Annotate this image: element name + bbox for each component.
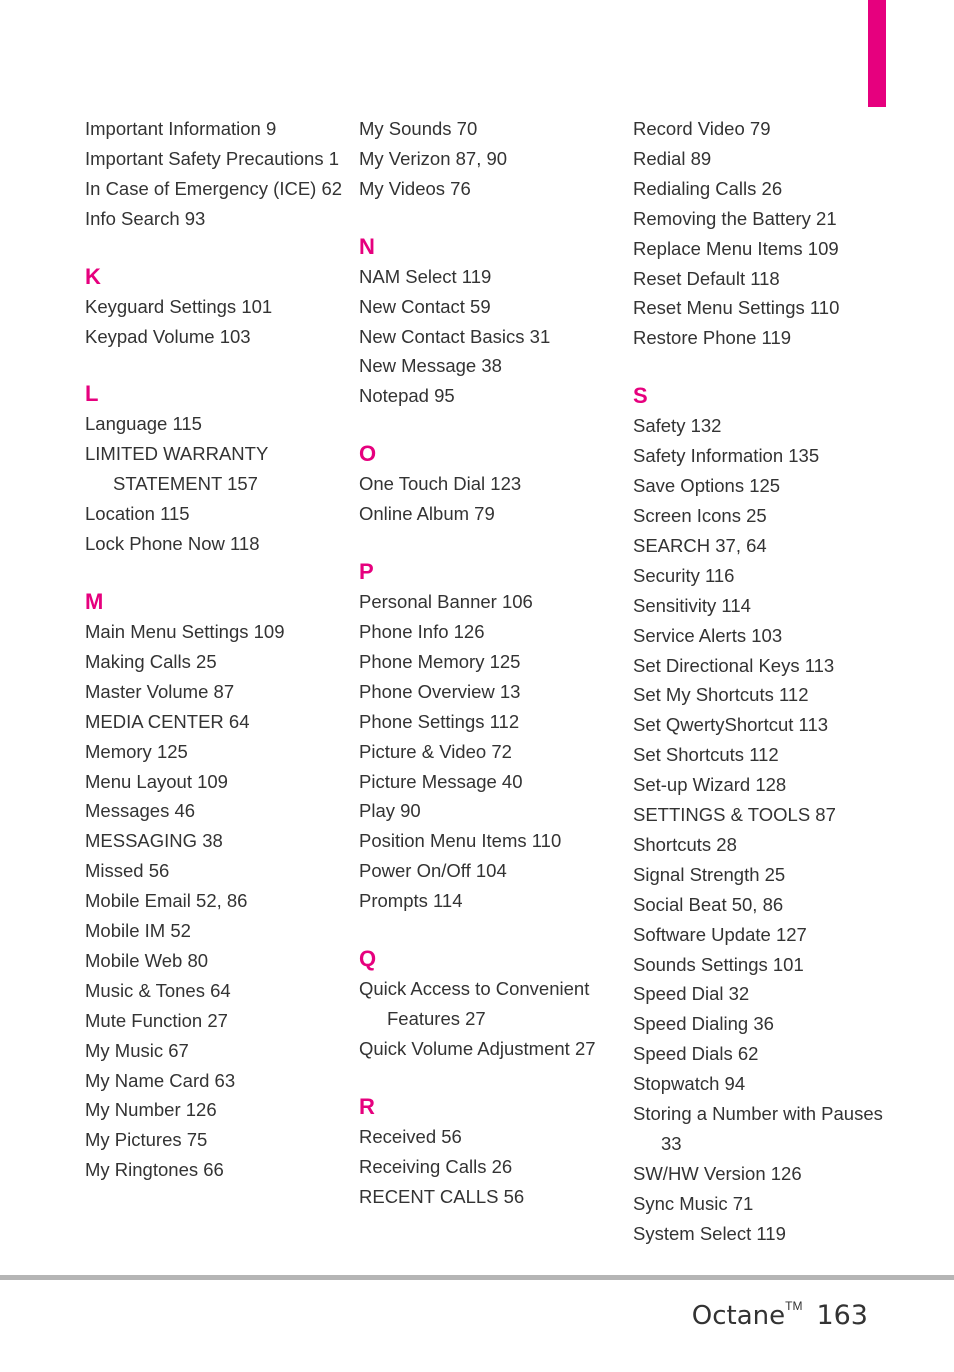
index-entry: SW/HW Version 126: [633, 1162, 802, 1184]
index-entry-list: [359, 262, 621, 412]
index-entry: Notepad 95: [359, 385, 455, 407]
index-entry: Play 90: [359, 800, 421, 822]
index-entry: Keyguard Settings 101: [85, 295, 273, 317]
index-entry: Stopwatch 94: [633, 1073, 746, 1095]
index-entry: Mobile IM 52: [85, 920, 191, 942]
index-entry: Signal Strength 25: [633, 863, 786, 885]
section-letter: P: [359, 559, 374, 585]
brand-name: Octane: [691, 1301, 786, 1331]
index-entry: Picture & Video 72: [359, 740, 512, 762]
index-column-1: [85, 114, 347, 1213]
index-entry: Reset Default 118: [633, 267, 780, 289]
index-entry: Set Shortcuts 112: [633, 744, 779, 766]
index-entry: Making Calls 25: [85, 650, 217, 672]
index-section-m: [85, 587, 347, 1185]
index-entry: New Contact Basics 31: [359, 325, 551, 347]
index-entry: Service Alerts 103: [633, 624, 783, 646]
index-section-q: [359, 944, 621, 1064]
index-entry: Social Beat 50, 86: [633, 893, 784, 915]
index-entry: Prompts 114: [359, 890, 463, 912]
page-footer: [692, 1286, 868, 1336]
index-entry: In Case of Emergency (ICE) 62: [85, 177, 343, 199]
index-entry: Phone Overview 13: [359, 680, 521, 702]
index-entry: Phone Memory 125: [359, 650, 521, 672]
section-letter: K: [85, 263, 101, 289]
index-entry: Restore Phone 119: [633, 327, 792, 349]
index-entry: Quick Access to Convenient Features 27: [359, 978, 590, 1029]
index-entry: Info Search 93: [85, 207, 206, 229]
index-entry: System Select 119: [633, 1222, 786, 1244]
index-entry: Storing a Number with Pauses 33: [633, 1103, 883, 1154]
index-entry: Speed Dials 62: [633, 1043, 759, 1065]
section-letter: M: [85, 588, 104, 614]
index-entry: Sync Music 71: [633, 1192, 754, 1214]
index-entry: Phone Info 126: [359, 620, 485, 642]
index-entry-list: [359, 114, 621, 204]
index-entry: Mobile Email 52, 86: [85, 890, 248, 912]
index-entry: My Pictures 75: [85, 1129, 208, 1151]
index-entry: SETTINGS & TOOLS 87: [633, 804, 836, 826]
index-entry: NAM Select 119: [359, 265, 492, 287]
index-entry: New Contact 59: [359, 295, 491, 317]
index-entry: My Number 126: [85, 1099, 217, 1121]
index-entry: Set My Shortcuts 112: [633, 684, 809, 706]
index-entry: Safety Information 135: [633, 445, 820, 467]
index-entry: Keypad Volume 103: [85, 325, 251, 347]
index-entry: Save Options 125: [633, 475, 781, 497]
index-entry: Quick Volume Adjustment 27: [359, 1037, 596, 1059]
index-entry: Memory 125: [85, 740, 188, 762]
index-section-l: [85, 379, 347, 559]
index-entry: Picture Message 40: [359, 770, 523, 792]
footer-rule: [0, 1275, 954, 1280]
index-entry: Replace Menu Items 109: [633, 237, 839, 259]
section-letter: R: [359, 1093, 375, 1119]
index-section-i: [85, 114, 347, 234]
index-entry: Mobile Web 80: [85, 949, 209, 971]
index-entry: Location 115: [85, 503, 190, 525]
index-entry: Menu Layout 109: [85, 770, 228, 792]
index-entry: LIMITED WARRANTY STATEMENT 157: [85, 443, 268, 495]
index-entry: Power On/Off 104: [359, 860, 507, 882]
index-entry: Redial 89: [633, 147, 712, 169]
index-entry-list: [85, 409, 347, 559]
section-letter: Q: [359, 946, 377, 972]
index-entry: Set-up Wizard 128: [633, 774, 787, 796]
index-entry: My Videos 76: [359, 177, 471, 199]
index-entry: One Touch Dial 123: [359, 473, 522, 495]
index-entry: Master Volume 87: [85, 680, 235, 702]
index-entry: Speed Dial 32: [633, 983, 750, 1005]
page-number: 163: [816, 1300, 868, 1331]
index-entry-list: [359, 469, 621, 529]
index-column-2: [359, 114, 621, 1239]
index-entry: Set Directional Keys 113: [633, 654, 835, 676]
index-entry: Receiving Calls 26: [359, 1155, 513, 1177]
index-section-r: [359, 1092, 621, 1212]
index-entry-list: [633, 114, 895, 353]
index-entry: Lock Phone Now 118: [85, 533, 260, 555]
index-entry: Messages 46: [85, 800, 196, 822]
index-section-s: [633, 381, 895, 1248]
index-entry: Security 116: [633, 564, 735, 586]
index-entry: New Message 38: [359, 355, 502, 377]
index-entry: My Sounds 70: [359, 118, 478, 139]
index-entry: Personal Banner 106: [359, 591, 533, 613]
index-entry: Received 56: [359, 1125, 462, 1147]
index-entry: Language 115: [85, 413, 202, 435]
index-section-m-continued: [359, 114, 621, 204]
index-entry: My Music 67: [85, 1039, 189, 1061]
index-section-k: [85, 262, 347, 352]
index-entry: Online Album 79: [359, 503, 495, 525]
index-entry-list: [85, 292, 347, 352]
index-entry: Removing the Battery 21: [633, 207, 837, 229]
index-entry-list: [359, 1122, 621, 1212]
section-letter: S: [633, 383, 648, 409]
section-letter: O: [359, 441, 377, 467]
index-entry: Screen Icons 25: [633, 504, 767, 526]
index-entry: MESSAGING 38: [85, 830, 223, 852]
index-entry: Sounds Settings 101: [633, 953, 804, 975]
index-entry-list: [85, 617, 347, 1185]
index-entry: Redialing Calls 26: [633, 177, 783, 199]
index-entry-list: [359, 974, 621, 1064]
index-entry: Position Menu Items 110: [359, 830, 562, 852]
index-entry: Music & Tones 64: [85, 979, 231, 1001]
index-entry: Main Menu Settings 109: [85, 620, 285, 642]
section-tab-marker: [868, 0, 886, 107]
index-column-3: [633, 114, 895, 1277]
index-entry: Safety 132: [633, 415, 722, 437]
index-section-o: [359, 439, 621, 529]
index-section-r-continued: [633, 114, 895, 353]
index-entry: Record Video 79: [633, 118, 771, 139]
index-entry: SEARCH 37, 64: [633, 534, 767, 556]
index-entry: Important Safety Precautions 1: [85, 147, 339, 169]
index-entry: Mute Function 27: [85, 1009, 228, 1031]
index-entry: Phone Settings 112: [359, 710, 520, 732]
index-section-n: [359, 232, 621, 412]
section-letter: N: [359, 233, 375, 259]
index-entry-list: [85, 114, 347, 234]
index-entry: My Ringtones 66: [85, 1159, 224, 1181]
index-entry: Set QwertyShortcut 113: [633, 714, 829, 736]
index-entry-list: [359, 587, 621, 916]
index-entry-list: [633, 411, 895, 1248]
index-entry: Speed Dialing 36: [633, 1013, 774, 1035]
section-letter: L: [85, 381, 99, 407]
index-entry: Shortcuts 28: [633, 833, 737, 855]
trademark-symbol: TM: [785, 1299, 803, 1313]
index-entry: Sensitivity 114: [633, 594, 751, 616]
index-entry: Software Update 127: [633, 923, 807, 945]
index-entry: Important Information 9: [85, 118, 277, 139]
index-entry: My Name Card 63: [85, 1069, 236, 1091]
index-entry: RECENT CALLS 56: [359, 1185, 525, 1207]
index-entry: Missed 56: [85, 860, 170, 882]
index-section-p: [359, 557, 621, 916]
index-entry: Reset Menu Settings 110: [633, 297, 840, 319]
index-entry: My Verizon 87, 90: [359, 147, 508, 169]
index-entry: MEDIA CENTER 64: [85, 710, 250, 732]
